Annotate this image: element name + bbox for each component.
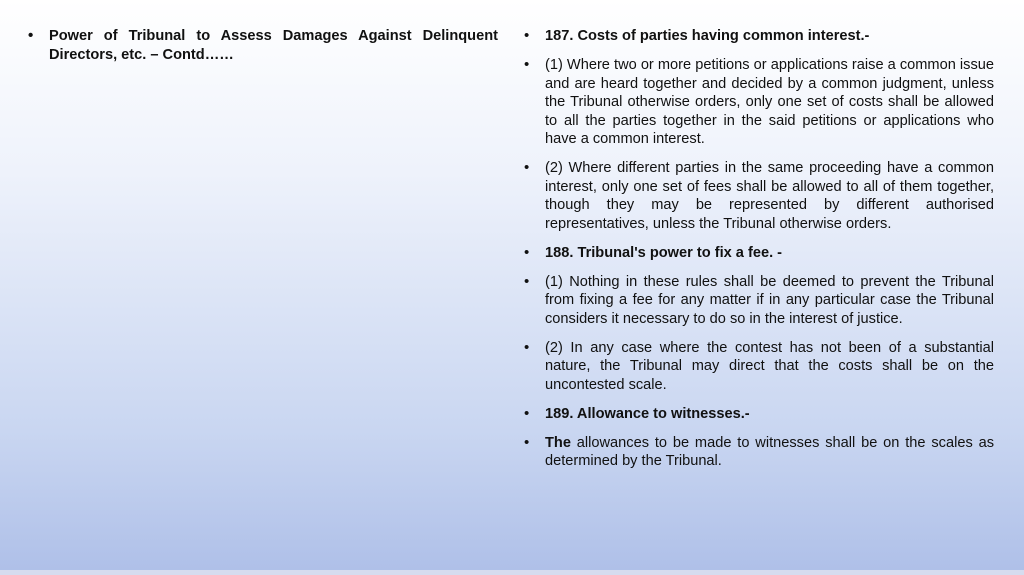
item-text: allowances to be made to witnesses shall be on the scales as determined by the Tribunal. (545, 434, 994, 469)
item-bold-text: 188. Tribunal's power to fix a fee. - (545, 244, 783, 261)
rule-189-text (524, 434, 994, 471)
rule-187-heading (524, 27, 994, 46)
left-heading: Power of Tribunal to Assess Damages Against Delinquent Directors, etc. – Contd…… (49, 28, 498, 63)
rule-189-heading (524, 405, 994, 424)
bullet-icon: • (524, 27, 530, 44)
rule-188-heading (524, 244, 994, 263)
item-text: (1) Nothing in these rules shall be deemed to prevent the Tribunal from fixing a fee for any matter if in any particular case the Tribunal considers it necessary to do so in the interest of justice. (545, 273, 994, 327)
right-column (524, 27, 994, 481)
left-column (28, 27, 498, 75)
item-text: (1) Where two or more petitions or applications raise a common issue and are heard together and decided by a common judgment, unless the Tribunal otherwise orders, only one set of costs shall be allowed to all the parties together in the said petitions or applications who have a common interest. (545, 57, 994, 147)
rule-187-sub-1 (524, 56, 994, 149)
bullet-icon: • (524, 159, 530, 176)
bullet-icon: • (524, 433, 530, 451)
rule-188-sub-2 (524, 339, 994, 395)
bullet-icon: • (524, 56, 530, 73)
bullet-icon: • (524, 404, 530, 422)
rule-188-sub-1 (524, 273, 994, 329)
bullet-icon: • (28, 27, 34, 44)
item-text: (2) Where different parties in the same proceeding have a common interest, only one set of fees shall be allowed to all of them together, though they may be represented by different authorised representatives, unless the Tribunal otherwise orders. (545, 160, 994, 232)
item-bold-text: 189. Allowance to witnesses.- (545, 405, 750, 422)
left-heading-item (28, 27, 498, 64)
item-bold-text: 187. Costs of parties having common interest.- (545, 28, 870, 44)
bullet-icon: • (524, 338, 530, 356)
bottom-bar (0, 570, 1024, 575)
item-text: (2) In any case where the contest has not been of a substantial nature, the Tribunal may direct that the costs shall be on the uncontested scale. (545, 339, 994, 393)
rule-187-sub-2 (524, 159, 994, 233)
item-bold-text: The (545, 434, 571, 451)
bullet-icon: • (524, 272, 530, 290)
bullet-icon: • (524, 243, 530, 261)
